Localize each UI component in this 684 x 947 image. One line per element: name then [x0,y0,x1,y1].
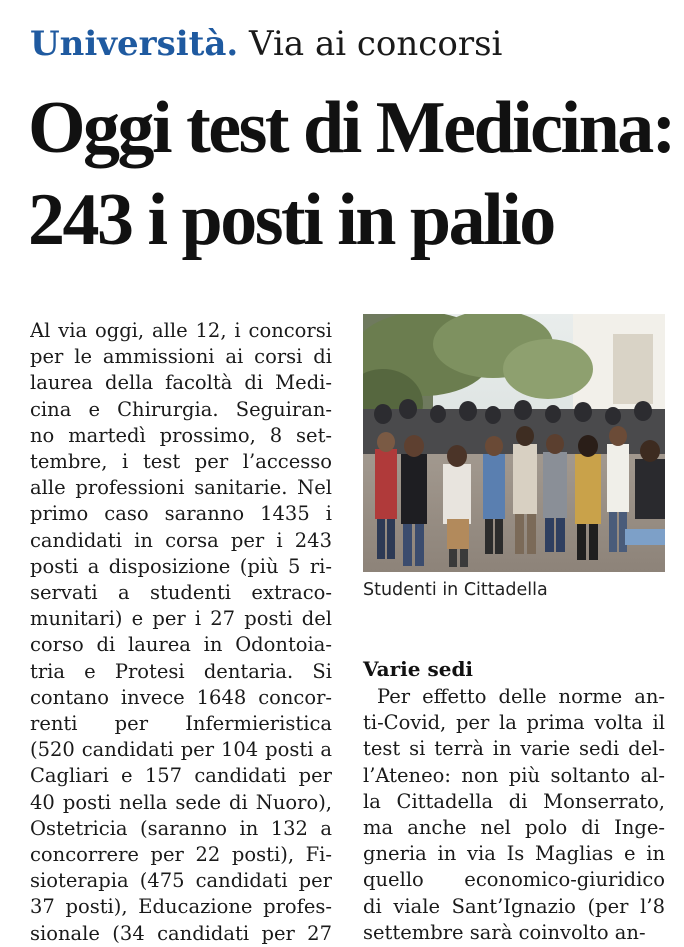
text-line: sionale (34 candidati per 27 [30,921,332,945]
text-line: posti a disposizione (più 5 ri- [30,554,332,578]
headline-line-1: Oggi test di Medicina: [28,87,674,169]
text-line: alle professioni sanitarie. Nel [30,476,332,500]
text-line: corso di laurea in Odontoia- [30,633,332,657]
text-line: per le ammissioni ai corsi di [30,345,332,369]
text-line: Al via oggi, alle 12, i concorsi [30,319,332,342]
text-line: no martedì prossimo, 8 set- [30,423,332,447]
text-line: primo caso saranno 1435 i [30,502,332,526]
text-line: servati a studenti extraco- [30,581,332,605]
crowd-photo-image [363,314,665,572]
text-line: l’Ateneo: non più soltanto al- [363,763,665,787]
text-line: candidati in corsa per i 243 [30,528,332,552]
headline-line-2: 243 i posti in palio [28,179,554,261]
article-column-right [363,684,665,946]
kicker [30,22,502,66]
text-line: test si terrà in varie sedi del- [363,737,665,761]
text-line: gneria in via Is Maglias e in [363,842,665,866]
text-line: 40 posti nella sede di Nuoro), [30,790,332,814]
kicker-subtitle: Via ai concorsi [249,24,503,64]
text-line: contano invece 1648 concor- [30,685,332,709]
news-photo [363,314,665,572]
subheading: Varie sedi [363,657,474,681]
text-line: la Cittadella di Monserrato, [363,789,665,813]
text-line: concorrere per 22 posti), Fi- [30,843,332,867]
text-line: Ostetricia (saranno in 132 a [30,816,332,840]
section-label: Università. [30,24,239,64]
text-line: renti per Infermieristica [30,712,332,736]
headline [28,82,678,266]
text-line: quello economico-giuridico [363,868,665,892]
text-line: cina e Chirurgia. Seguiran- [30,397,332,421]
text-line: tria e Protesi dentaria. Si [30,659,332,683]
text-line: Cagliari e 157 candidati per [30,764,332,788]
text-line: 37 posti), Educazione profes- [30,895,332,919]
text-line: munitari) e per i 27 posti del [30,607,332,631]
text-line: settembre sarà coinvolto an- [363,920,646,944]
text-line: laurea della facoltà di Medi- [30,371,332,395]
text-line: (520 candidati per 104 posti a [30,738,332,762]
text-line: di viale Sant’Ignazio (per l’8 [363,894,665,918]
text-line: sioterapia (475 candidati per [30,869,332,893]
text-line: ti-Covid, per la prima volta il [363,711,665,735]
text-line: Per effetto delle norme an- [377,685,665,708]
text-line: ma anche nel polo di Inge- [363,816,665,840]
article-column-left [30,318,332,947]
photo-caption: Studenti in Cittadella [363,580,548,600]
text-line: tembre, i test per l’accesso [30,450,332,474]
